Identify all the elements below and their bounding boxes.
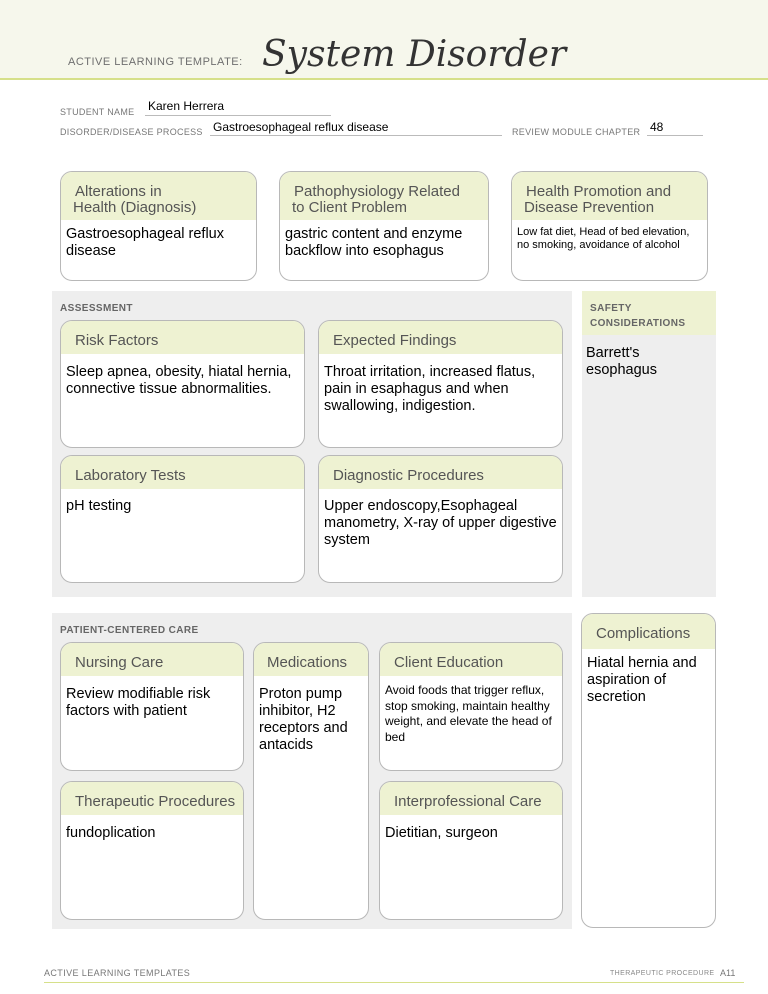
health-promotion-body[interactable]: Low fat diet, Head of bed elevation, no smoking, avoidance of alcohol: [517, 226, 690, 251]
nursing-care-header: Nursing Care: [61, 643, 243, 676]
client-education-box: [379, 642, 563, 771]
health-promotion-title-1: Health Promotion and: [526, 183, 672, 200]
complications-body[interactable]: Hiatal hernia and aspiration of secretion: [587, 655, 697, 705]
laboratory-tests-body[interactable]: pH testing: [66, 498, 132, 514]
expected-findings-header: Expected Findings: [319, 321, 562, 354]
pathophysiology-box: [279, 171, 489, 281]
expected-findings-body[interactable]: Throat irritation, increased flatus, pain in esaphagus and when swallowing, indigestion.: [324, 364, 536, 414]
expected-findings-box: [318, 320, 563, 448]
alterations-title-1: Alterations in: [75, 183, 162, 200]
therapeutic-procedures-box: [60, 781, 244, 920]
risk-factors-box: [60, 320, 305, 448]
chapter-field[interactable]: 48: [650, 120, 664, 134]
complications-header: Complications: [582, 614, 715, 649]
laboratory-tests-header: Laboratory Tests: [61, 456, 304, 489]
complications-box: [581, 613, 716, 928]
disorder-field[interactable]: Gastroesophageal reflux disease: [213, 120, 389, 134]
student-name-label: STUDENT NAME: [60, 107, 135, 117]
health-promotion-title-2: Disease Prevention: [524, 199, 655, 216]
footer-right: THERAPEUTIC PROCEDURE: [610, 970, 715, 977]
alterations-body[interactable]: Gastroesophageal reflux disease: [66, 226, 224, 259]
safety-panel: [582, 291, 716, 597]
interprofessional-care-header: Interprofessional Care: [380, 782, 562, 815]
alterations-box: [60, 171, 257, 281]
safety-label-2: CONSIDERATIONS: [590, 318, 686, 329]
care-label: PATIENT-CENTERED CARE: [60, 625, 199, 636]
footer-left: ACTIVE LEARNING TEMPLATES: [44, 968, 191, 978]
client-education-body[interactable]: Avoid foods that trigger reflux, stop smoking, maintain healthy weight, and elevate the head of bed: [385, 683, 552, 744]
pathophysiology-title-2: to Client Problem: [292, 199, 408, 216]
footer-divider: [44, 982, 744, 983]
chapter-underline: [647, 135, 703, 136]
pathophysiology-header: [280, 172, 488, 220]
interprofessional-care-box: [379, 781, 563, 920]
student-name-field[interactable]: Karen Herrera: [148, 99, 225, 113]
laboratory-tests-box: [60, 455, 305, 583]
health-promotion-box: [511, 171, 708, 281]
alterations-header: [61, 172, 256, 220]
therapeutic-procedures-header: Therapeutic Procedures: [61, 782, 243, 815]
nursing-care-box: [60, 642, 244, 771]
pathophysiology-title-1: Pathophysiology Related: [294, 183, 460, 200]
client-education-header: Client Education: [380, 643, 562, 676]
alterations-title-2: Health (Diagnosis): [73, 199, 197, 216]
nursing-care-body[interactable]: Review modifiable risk factors with patient: [66, 686, 211, 719]
safety-body[interactable]: Barrett's esophagus: [586, 345, 657, 378]
disorder-label: DISORDER/DISEASE PROCESS: [60, 127, 203, 137]
student-name-underline: [145, 115, 331, 116]
therapeutic-procedures-body[interactable]: fundoplication: [66, 825, 156, 841]
footer-page-number: A11: [720, 968, 736, 978]
diagnostic-procedures-box: [318, 455, 563, 583]
medications-box: [253, 642, 369, 920]
safety-label-1: SAFETY: [590, 303, 632, 314]
assessment-label: ASSESSMENT: [60, 303, 133, 314]
medications-header: Medications: [254, 643, 368, 676]
health-promotion-header: [512, 172, 707, 220]
pathophysiology-body[interactable]: gastric content and enzyme backflow into esophagus: [285, 226, 463, 259]
medications-body[interactable]: Proton pump inhibitor, H2 receptors and antacids: [259, 686, 348, 753]
risk-factors-body[interactable]: Sleep apnea, obesity, hiatal hernia, connective tissue abnormalities.: [66, 364, 292, 397]
risk-factors-header: Risk Factors: [61, 321, 304, 354]
page-title: System Disorder: [262, 34, 567, 75]
interprofessional-care-body[interactable]: Dietitian, surgeon: [385, 825, 498, 841]
disorder-underline: [210, 135, 502, 136]
template-label: ACTIVE LEARNING TEMPLATE:: [68, 56, 243, 68]
diagnostic-procedures-header: Diagnostic Procedures: [319, 456, 562, 489]
diagnostic-procedures-body[interactable]: Upper endoscopy,Esophageal manometry, X-ray of upper digestive system: [324, 498, 557, 548]
chapter-label: REVIEW MODULE CHAPTER: [512, 127, 641, 137]
